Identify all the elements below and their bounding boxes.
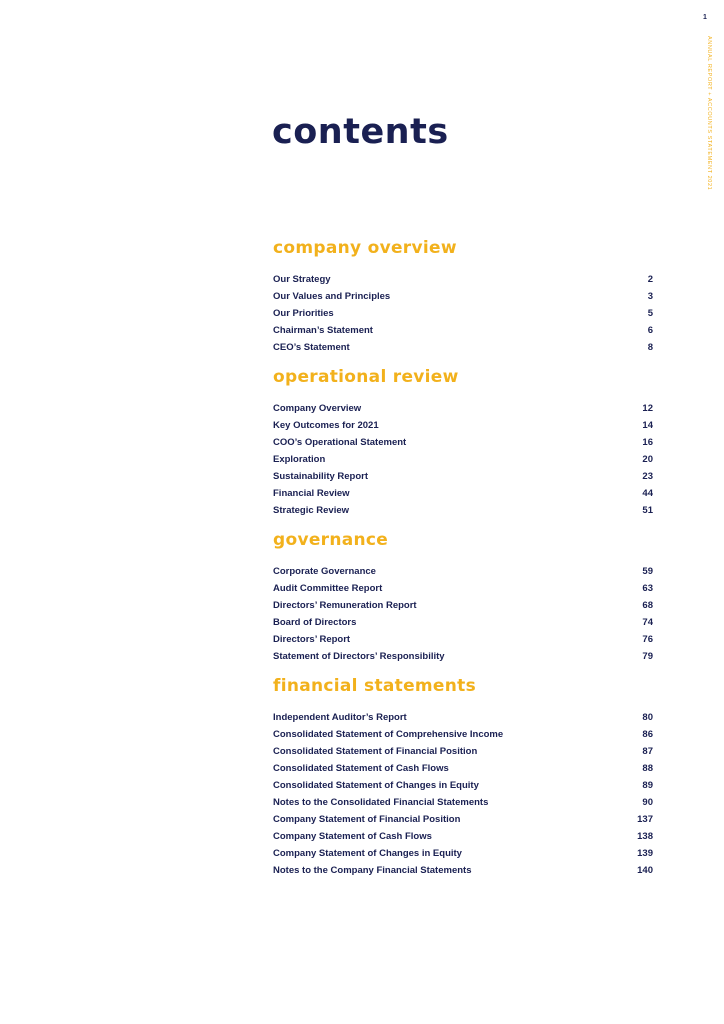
toc-entry-title: Board of Directors — [273, 617, 357, 628]
toc-entry[interactable] — [273, 417, 653, 434]
toc-entry-page: 63 — [642, 583, 653, 594]
toc-list-operational-review — [273, 400, 653, 519]
page-title: contents — [272, 112, 449, 152]
toc-entry-page: 88 — [642, 763, 653, 774]
toc-entry-title: Audit Committee Report — [273, 583, 383, 594]
toc-entry-title: COO’s Operational Statement — [273, 437, 407, 448]
toc-entry-page: 76 — [642, 634, 653, 645]
toc-entry-page: 90 — [642, 797, 653, 808]
toc-entry[interactable] — [273, 709, 653, 726]
toc-entry[interactable] — [273, 451, 653, 468]
toc-entry[interactable] — [273, 845, 653, 862]
toc-entry[interactable] — [273, 597, 653, 614]
toc-entry[interactable] — [273, 502, 653, 519]
toc-entry-page: 87 — [642, 746, 653, 757]
toc-entry-page: 79 — [642, 651, 653, 662]
toc-entry[interactable] — [273, 777, 653, 794]
toc-entry-title: Corporate Governance — [273, 566, 376, 577]
toc-entry[interactable] — [273, 485, 653, 502]
toc-entry-title: CEO’s Statement — [273, 342, 350, 353]
toc-entry-title: Company Statement of Changes in Equity — [273, 848, 462, 859]
page-number: 1 — [703, 14, 707, 21]
toc-entry-title: Consolidated Statement of Cash Flows — [273, 763, 449, 774]
toc-entry[interactable] — [273, 580, 653, 597]
toc-entry-page: 140 — [637, 865, 653, 876]
toc-entry[interactable] — [273, 811, 653, 828]
toc-entry-page: 80 — [642, 712, 653, 723]
running-header: ANNUAL REPORT + ACCOUNTS STATEMENT 2021 — [706, 36, 712, 191]
toc-entry-title: Company Statement of Cash Flows — [273, 831, 432, 842]
toc-entry-page: 20 — [642, 454, 653, 465]
toc-entry[interactable] — [273, 339, 653, 356]
toc-entry-title: Exploration — [273, 454, 326, 465]
toc-entry-title: Statement of Directors’ Responsibility — [273, 651, 445, 662]
toc-entry-page: 12 — [642, 403, 653, 414]
toc-entry-page: 2 — [647, 274, 653, 285]
toc-entry-title: Sustainability Report — [273, 471, 369, 482]
toc-entry-title: Our Strategy — [273, 274, 331, 285]
toc-entry-page: 59 — [642, 566, 653, 577]
toc-entry-page: 89 — [642, 780, 653, 791]
section-heading-company-overview: company overview — [273, 238, 457, 258]
toc-entry[interactable] — [273, 726, 653, 743]
toc-entry-title: Our Values and Principles — [273, 291, 391, 302]
section-heading-operational-review: operational review — [273, 367, 459, 387]
toc-entry-page: 139 — [637, 848, 653, 859]
toc-entry-title: Directors’ Report — [273, 634, 351, 645]
toc-entry-title: Our Priorities — [273, 308, 334, 319]
toc-entry[interactable] — [273, 322, 653, 339]
toc-entry-title: Consolidated Statement of Comprehensive Income — [273, 729, 504, 740]
toc-entry-page: 16 — [642, 437, 653, 448]
section-heading-governance: governance — [273, 530, 389, 550]
toc-entry-page: 6 — [647, 325, 653, 336]
toc-entry[interactable] — [273, 648, 653, 665]
toc-entry-page: 8 — [647, 342, 653, 353]
toc-entry-page: 51 — [642, 505, 653, 516]
toc-entry-title: Directors’ Remuneration Report — [273, 600, 417, 611]
toc-entry-title: Chairman’s Statement — [273, 325, 373, 336]
toc-entry-page: 14 — [642, 420, 653, 431]
toc-entry-title: Notes to the Company Financial Statements — [273, 865, 472, 876]
toc-entry-title: Consolidated Statement of Changes in Equity — [273, 780, 479, 791]
toc-entry[interactable] — [273, 434, 653, 451]
toc-entry[interactable] — [273, 614, 653, 631]
toc-entry[interactable] — [273, 563, 653, 580]
toc-list-company-overview — [273, 271, 653, 356]
toc-entry-page: 3 — [647, 291, 653, 302]
toc-list-governance — [273, 563, 653, 665]
toc-entry-title: Independent Auditor’s Report — [273, 712, 407, 723]
toc-entry[interactable] — [273, 631, 653, 648]
toc-entry[interactable] — [273, 743, 653, 760]
toc-entry-title: Strategic Review — [273, 505, 350, 516]
toc-entry-title: Financial Review — [273, 488, 350, 499]
toc-entry[interactable] — [273, 794, 653, 811]
toc-entry-title: Consolidated Statement of Financial Position — [273, 746, 478, 757]
toc-entry-page: 68 — [642, 600, 653, 611]
toc-entry-page: 74 — [642, 617, 653, 628]
toc-entry-title: Key Outcomes for 2021 — [273, 420, 379, 431]
toc-entry-page: 23 — [642, 471, 653, 482]
toc-entry-page: 137 — [637, 814, 653, 825]
toc-entry[interactable] — [273, 468, 653, 485]
toc-entry-page: 44 — [642, 488, 653, 499]
section-heading-financial-statements: financial statements — [273, 676, 476, 696]
toc-entry-page: 5 — [647, 308, 653, 319]
toc-entry[interactable] — [273, 828, 653, 845]
toc-entry[interactable] — [273, 400, 653, 417]
toc-entry-title: Company Statement of Financial Position — [273, 814, 461, 825]
toc-entry-page: 86 — [642, 729, 653, 740]
toc-entry[interactable] — [273, 288, 653, 305]
toc-entry-title: Company Overview — [273, 403, 362, 414]
toc-list-financial-statements — [273, 709, 653, 879]
toc-entry[interactable] — [273, 862, 653, 879]
toc-entry[interactable] — [273, 760, 653, 777]
toc-entry-title: Notes to the Consolidated Financial Statements — [273, 797, 489, 808]
toc-entry[interactable] — [273, 271, 653, 288]
toc-entry-page: 138 — [637, 831, 653, 842]
toc-entry[interactable] — [273, 305, 653, 322]
